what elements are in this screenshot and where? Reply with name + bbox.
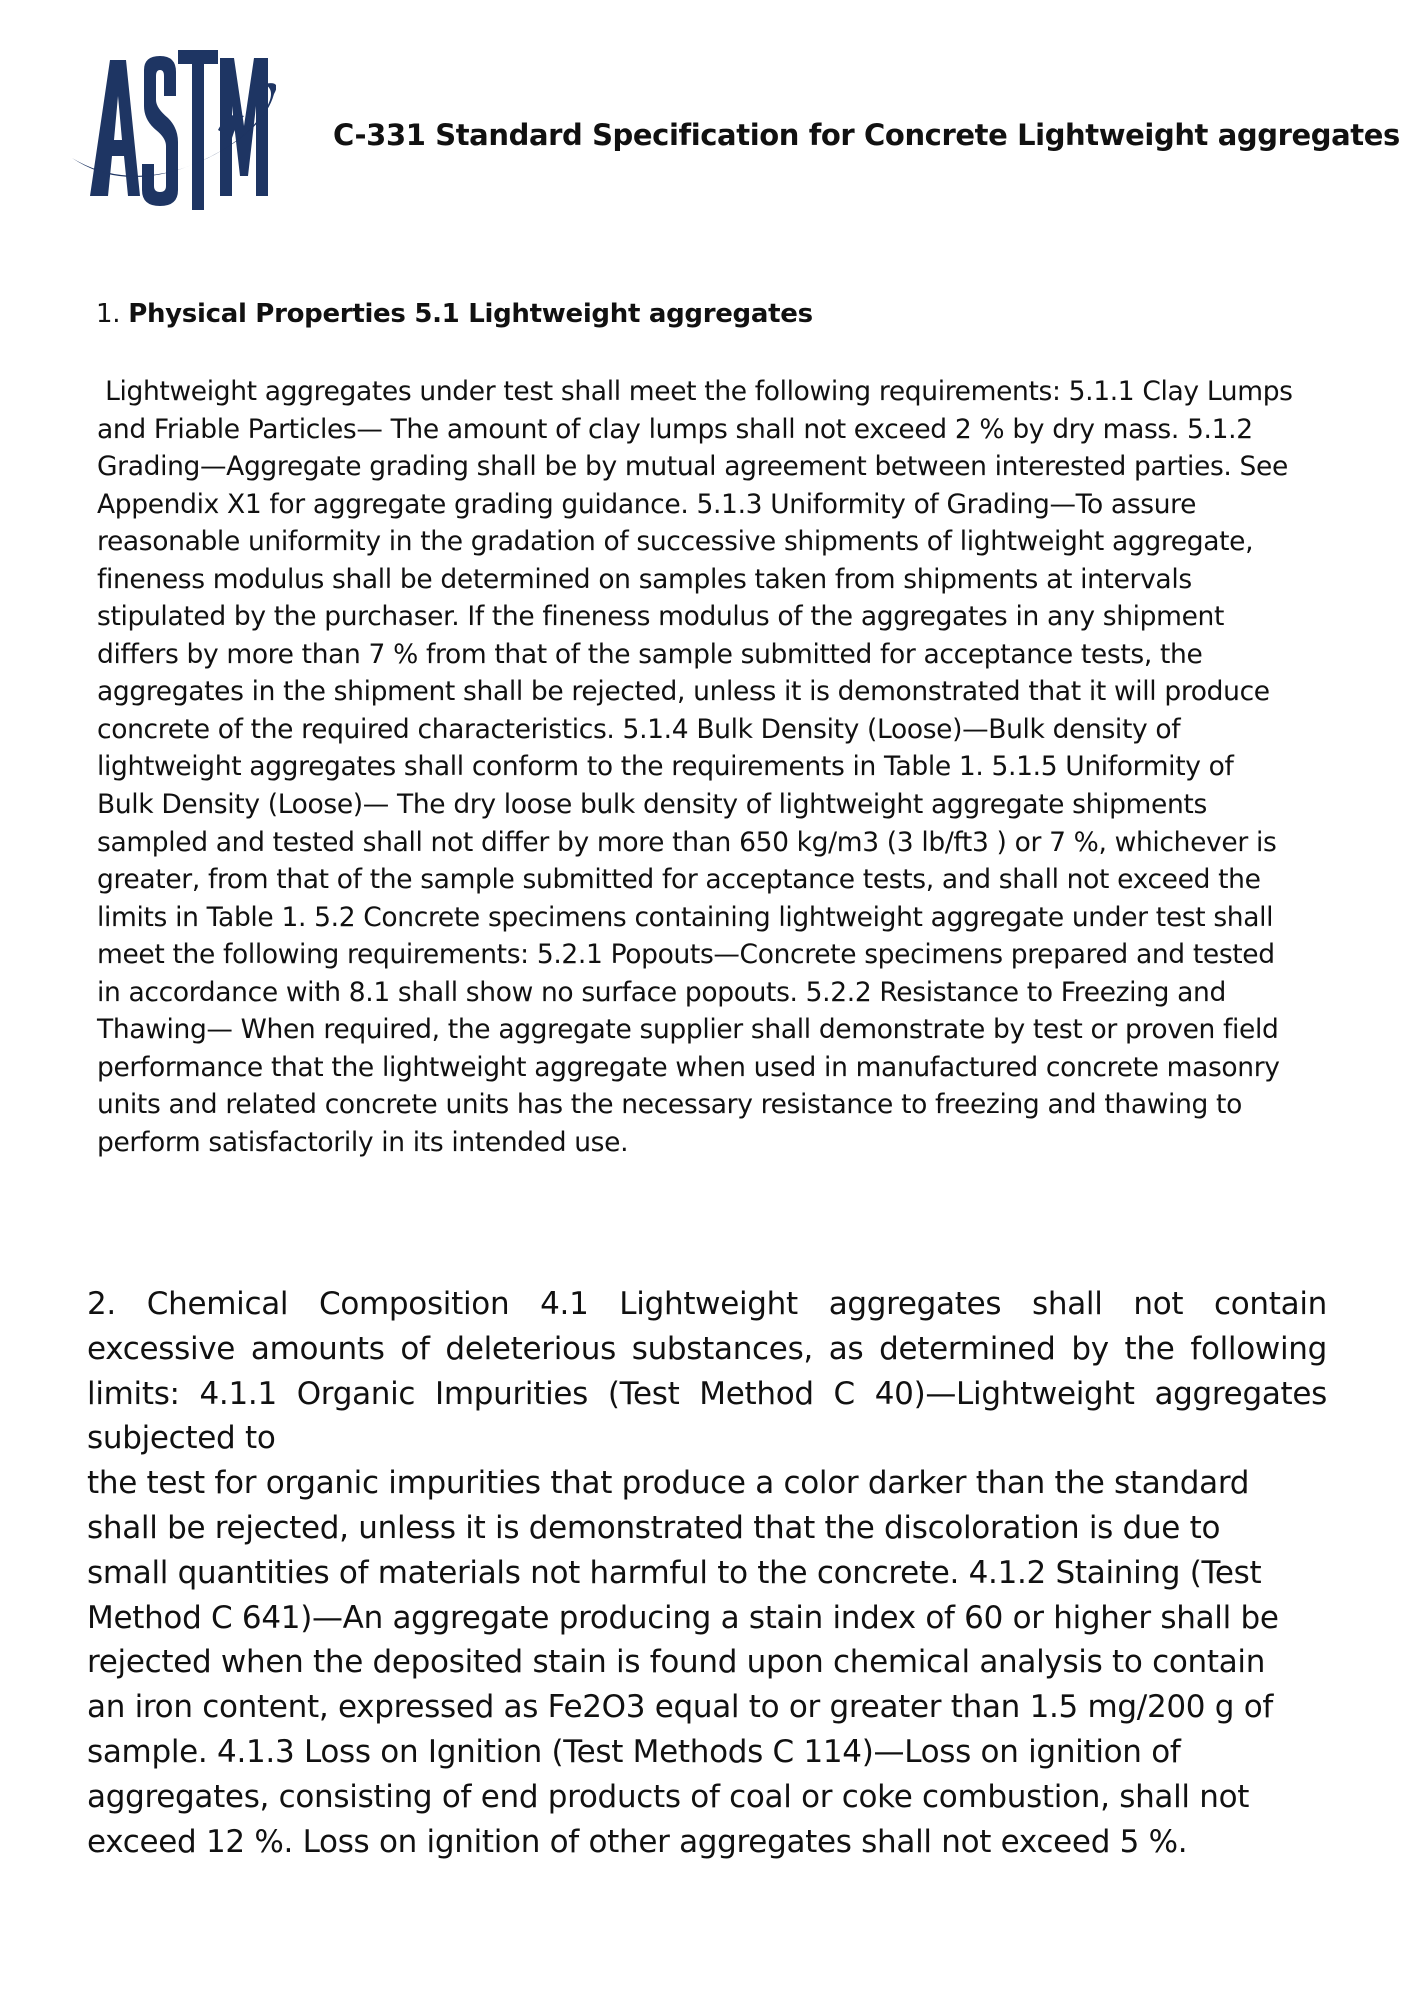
text-line: limits: 4.1.1 Organic Impurities (Test Method C 40)—Lightweight aggregates bbox=[87, 1375, 1327, 1412]
text-line: Lightweight aggregates under test shall meet the following requirements: 5.1.1 Clay Lumps bbox=[97, 376, 1293, 407]
text-line: the test for organic impurities that produce a color darker than the standard bbox=[87, 1465, 1250, 1502]
text-line: limits in Table 1. 5.2 Concrete specimens containing lightweight aggregate under test shall bbox=[97, 901, 1274, 933]
text-line: Grading—Aggregate grading shall be by mutual agreement between interested parties. See bbox=[97, 451, 1288, 483]
text-line: reasonable uniformity in the gradation of successive shipments of lightweight aggregate, bbox=[97, 526, 1254, 558]
section-1-title: Physical Properties 5.1 Lightweight aggregates bbox=[128, 299, 813, 329]
text-line: Method C 641)—An aggregate producing a stain index of 60 or higher shall be bbox=[87, 1599, 1279, 1636]
text-line: shall be rejected, unless it is demonstrated that the discoloration is due to bbox=[87, 1509, 1221, 1546]
text-line: aggregates in the shipment shall be rejected, unless it is demonstrated that it will produce bbox=[97, 676, 1270, 708]
text-line: greater, from that of the sample submitted for acceptance tests, and shall not exceed the bbox=[97, 864, 1261, 896]
text-line: stipulated by the purchaser. If the fineness modulus of the aggregates in any shipment bbox=[97, 601, 1225, 633]
text-line: meet the following requirements: 5.2.1 Popouts—Concrete specimens prepared and tested bbox=[97, 939, 1275, 971]
text-line: an iron content, expressed as Fe2O3 equal to or greater than 1.5 mg/200 g of bbox=[87, 1689, 1273, 1726]
text-line: perform satisfactorily in its intended use. bbox=[97, 1126, 629, 1158]
text-line: differs by more than 7 % from that of the sample submitted for acceptance tests, the bbox=[97, 638, 1203, 670]
text-line: Thawing— When required, the aggregate supplier shall demonstrate by test or proven field bbox=[97, 1014, 1279, 1046]
text-line: subjected to bbox=[87, 1420, 276, 1457]
section-1-heading bbox=[96, 299, 1356, 329]
text-line: aggregates, consisting of end products of coal or coke combustion, shall not bbox=[87, 1778, 1250, 1815]
text-line: small quantities of materials not harmful to the concrete. 4.1.2 Staining (Test bbox=[87, 1554, 1262, 1591]
text-line: excessive amounts of deleterious substances, as determined by the following bbox=[87, 1330, 1327, 1367]
text-line: concrete of the required characteristics. 5.1.4 Bulk Density (Loose)—Bulk density of bbox=[97, 713, 1181, 745]
document-title: C-331 Standard Specification for Concrete Lightweight aggregates bbox=[333, 118, 1400, 152]
section-1-number: 1. bbox=[96, 299, 121, 329]
section-1-body bbox=[97, 373, 1347, 1161]
text-line: 2. Chemical Composition 4.1 Lightweight aggregates shall not contain bbox=[87, 1286, 1327, 1322]
text-line: exceed 12 %. Loss on ignition of other aggregates shall not exceed 5 %. bbox=[87, 1823, 1188, 1860]
text-line: and Friable Particles— The amount of clay lumps shall not exceed 2 % by dry mass. 5.1.2 bbox=[97, 413, 1253, 445]
text-line: Bulk Density (Loose)— The dry loose bulk density of lightweight aggregate shipments bbox=[97, 789, 1207, 821]
text-line: sampled and tested shall not differ by more than 650 kg/m3 (3 lb/ft3 ) or 7 %, whichever is bbox=[97, 826, 1277, 858]
text-line: lightweight aggregates shall conform to the requirements in Table 1. 5.1.5 Uniformity of bbox=[97, 751, 1234, 783]
text-line: units and related concrete units has the necessary resistance to freezing and thawing to bbox=[97, 1089, 1242, 1121]
text-line: in accordance with 8.1 shall show no surface popouts. 5.2.2 Resistance to Freezing and bbox=[97, 976, 1226, 1008]
text-line: fineness modulus shall be determined on samples taken from shipments at intervals bbox=[97, 563, 1192, 595]
astm-logo bbox=[68, 46, 276, 212]
text-line: Appendix X1 for aggregate grading guidance. 5.1.3 Uniformity of Grading—To assure bbox=[97, 488, 1197, 520]
text-line: sample. 4.1.3 Loss on Ignition (Test Methods C 114)—Loss on ignition of bbox=[87, 1733, 1181, 1770]
text-line: performance that the lightweight aggregate when used in manufactured concrete masonry bbox=[97, 1051, 1280, 1083]
text-line: rejected when the deposited stain is found upon chemical analysis to contain bbox=[87, 1644, 1266, 1681]
section-2-body bbox=[87, 1282, 1327, 1864]
